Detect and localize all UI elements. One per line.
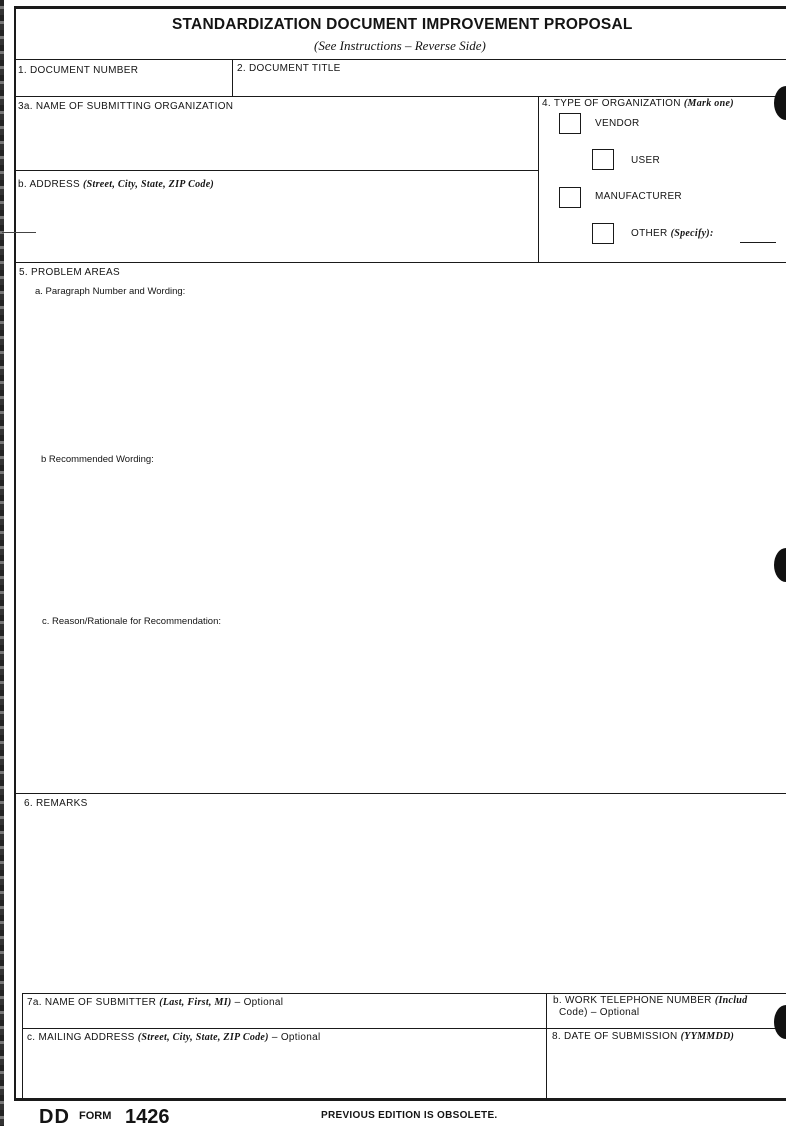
submitter-hint: (Last, First, MI) [159,997,232,1008]
org-name-label: 3a. NAME OF SUBMITTING ORGANIZATION [18,101,234,112]
mailing-label-text: c. MAILING ADDRESS [27,1032,135,1043]
other-hint: (Specify): [670,228,714,239]
recommended-wording-field[interactable] [20,470,780,612]
other-label-text: OTHER [631,228,668,239]
date-of-submission-field[interactable] [550,1046,780,1094]
other-checkbox[interactable] [592,223,614,244]
vendor-checkbox[interactable] [559,113,581,134]
mailing-address-label [27,1032,320,1043]
form-title: STANDARDIZATION DOCUMENT IMPROVEMENT PROPOSAL [172,16,633,33]
user-label: USER [631,155,660,166]
rule-org-divider [538,96,539,262]
rule-problem-top [14,262,786,263]
submitter-label-text: 7a. NAME OF SUBMITTER [27,997,157,1008]
rule-mailing-top [22,1028,786,1029]
footer-form: FORM [79,1110,112,1122]
rationale-field[interactable] [20,632,780,790]
telephone-field[interactable] [550,1019,780,1027]
vendor-label: VENDOR [595,118,640,129]
telephone-hint-2: Code) [559,1007,588,1018]
rule-row3-top [14,96,786,97]
submitter-field[interactable] [26,1010,544,1026]
rule-submitter-top [22,993,786,994]
manufacturer-label: MANUFACTURER [595,191,682,202]
date-label-text: 8. DATE OF SUBMISSION [552,1031,678,1042]
paragraph-wording-label: a. Paragraph Number and Wording: [35,286,186,297]
remarks-field[interactable] [22,814,780,990]
frame-bottom-border [14,1098,786,1101]
document-number-label: 1. DOCUMENT NUMBER [18,65,139,76]
submitter-optional: – Optional [234,997,284,1008]
org-type-hint: (Mark one) [683,98,734,109]
date-of-submission-label [552,1031,734,1042]
rule-row1-top [14,59,786,60]
org-name-field[interactable] [18,116,534,166]
mailing-optional: – Optional [271,1032,321,1043]
punch-hole-top [774,86,786,120]
telephone-optional: – Optional [590,1007,640,1018]
remarks-label: 6. REMARKS [24,798,88,809]
date-hint: (YYMMDD) [680,1031,735,1042]
document-number-field[interactable] [16,78,230,94]
footer-note: PREVIOUS EDITION IS OBSOLETE. [321,1110,498,1121]
mailing-address-field[interactable] [26,1046,542,1094]
address-field[interactable] [18,194,534,258]
footer-form-number: 1426 [125,1106,170,1128]
other-label [631,228,714,239]
address-label-text: b. ADDRESS [18,179,80,190]
paragraph-wording-field[interactable] [20,302,780,450]
rule-remarks-top [14,793,786,794]
org-type-label [542,98,734,109]
rationale-label: c. Reason/Rationale for Recommendation: [42,616,222,627]
org-type-label-text: 4. TYPE OF ORGANIZATION [542,98,681,109]
rule-row1-divider [232,59,233,96]
rule-inner-left [22,993,23,1098]
document-title-field[interactable] [236,78,784,94]
address-hint: (Street, City, State, ZIP Code) [83,179,215,190]
mailing-hint: (Street, City, State, ZIP Code) [137,1032,269,1043]
telephone-hint: (Includ [714,995,748,1006]
telephone-label [553,995,747,1006]
rule-telephone-divider [546,993,547,1098]
scan-crop-mark [2,232,36,233]
punch-hole-bottom [774,1005,786,1039]
other-specify-field[interactable] [740,242,776,243]
recommended-wording-label: b Recommended Wording: [41,454,154,465]
scan-edge [0,0,4,1126]
footer-dd: DD [39,1106,70,1128]
address-label [18,179,214,190]
telephone-label-text: b. WORK TELEPHONE NUMBER [553,995,712,1006]
rule-address-top [14,170,538,171]
submitter-label [27,997,283,1008]
frame-top-border [14,6,786,9]
user-checkbox[interactable] [592,149,614,170]
document-title-label: 2. DOCUMENT TITLE [237,63,341,74]
problem-areas-label: 5. PROBLEM AREAS [19,267,120,278]
manufacturer-checkbox[interactable] [559,187,581,208]
form-subtitle: (See Instructions – Reverse Side) [314,38,486,53]
telephone-label-line2 [559,1007,639,1018]
